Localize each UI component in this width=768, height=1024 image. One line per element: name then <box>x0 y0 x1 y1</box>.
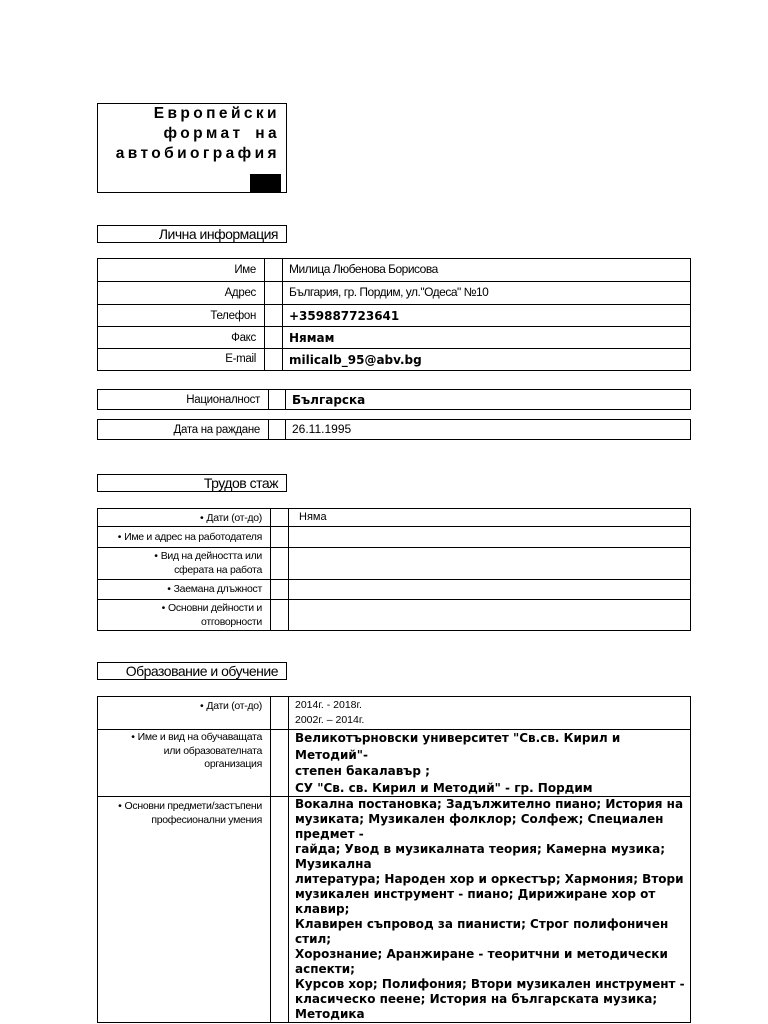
row-fax <box>98 327 691 349</box>
edu-dates-label: • Дати (от-до) <box>98 697 271 730</box>
work-sector-label: • Вид на дейността или сферата на работа <box>98 548 271 580</box>
work-dates-label: • Дати (от-до) <box>98 509 271 527</box>
edu-row-organization <box>98 730 691 797</box>
email-value: milicalb_95@abv.bg <box>283 349 691 371</box>
edu-row-subjects <box>98 797 691 1023</box>
birthdate-table <box>97 419 691 440</box>
email-label: E-mail <box>98 349 265 371</box>
birthdate-label: Дата на раждане <box>98 420 269 440</box>
bullet-icon: • <box>118 800 122 812</box>
address-value: България, гр. Пордим, ул."Одеса" №10 <box>283 282 691 305</box>
work-employer-label: • Име и адрес на работодателя <box>98 527 271 548</box>
work-experience-table <box>97 508 691 631</box>
cv-title: Европейски формат на автобиография <box>115 105 280 162</box>
name-label: Име <box>98 259 265 282</box>
edu-subjects-value: Вокална постановка; Задължително пиано; История на музиката; Музикален фолклор; Солфеж; Специален предмет - гайда; Увод в музикалната теория; Камерна музика; Музикална литература; Народен хор и оркестър; Хармония; Втори музикален инструмент - пиано; Дирижиране хор от клавир; Клавирен съпровод за пианисти; Строг полифоничен стил; Хорознание; Аранжиране - теоритчни и методически аспекти; Курсов хор; Полифония; Втори музикален инструмент - класическо пеене; История на българската музика; Методика <box>289 797 691 1023</box>
row-address <box>98 282 691 305</box>
bullet-icon: • <box>200 512 204 524</box>
work-dates-value: Няма <box>289 509 691 527</box>
personal-info-table <box>97 258 691 371</box>
work-row-position <box>98 580 691 600</box>
phone-value: +359887723641 <box>283 305 691 327</box>
bullet-icon: • <box>117 531 122 543</box>
work-row-sector <box>98 548 691 580</box>
edu-org-label: • Име и вид на обучаващата или образователната организация <box>98 730 271 797</box>
row-email <box>98 349 691 371</box>
work-position-value <box>289 580 691 600</box>
bullet-icon: • <box>200 700 204 712</box>
personal-info-heading: Лична информация <box>97 225 287 243</box>
work-duties-label: • Основни дейности и отговорности <box>98 600 271 631</box>
address-label: Адрес <box>98 282 265 305</box>
work-row-dates <box>98 509 691 527</box>
nationality-label: Националност <box>98 390 269 410</box>
work-experience-heading: Трудов стаж <box>97 474 287 492</box>
work-row-employer <box>98 527 691 548</box>
edu-row-dates <box>98 697 691 730</box>
bullet-icon: • <box>154 550 158 562</box>
edu-org-value: Великотърновски университет "Св.св. Кирил и Методий"- степен бакалавър ; СУ "Св. св. Кирил и Методий" - гр. Пордим <box>289 730 691 797</box>
nationality-table <box>97 389 691 410</box>
bullet-icon: • <box>167 583 171 595</box>
education-heading: Образование и обучение <box>97 662 287 680</box>
work-duties-value <box>289 600 691 631</box>
fax-value: Нямам <box>283 327 691 349</box>
phone-label: Телефон <box>98 305 265 327</box>
work-sector-value <box>289 548 691 580</box>
bullet-icon: • <box>131 731 135 743</box>
edu-subjects-label: • Основни предмети/застъпени професионални умения <box>98 797 271 1023</box>
bullet-icon: • <box>161 602 165 614</box>
work-position-label: • Заемана длъжност <box>98 580 271 600</box>
nationality-value: Българска <box>286 390 691 410</box>
birthdate-value: 26.11.1995 <box>286 420 691 440</box>
education-table <box>97 696 691 1023</box>
edu-dates-value: 2014г. - 2018г. 2002г. – 2014г. <box>289 697 691 730</box>
name-value: Милица Любенова Борисова <box>283 259 691 282</box>
row-name <box>98 259 691 282</box>
eu-flag-logo <box>250 174 281 193</box>
work-employer-value <box>289 527 691 548</box>
fax-label: Факс <box>98 327 265 349</box>
row-phone <box>98 305 691 327</box>
cv-title-box <box>97 103 287 193</box>
work-row-duties <box>98 600 691 631</box>
